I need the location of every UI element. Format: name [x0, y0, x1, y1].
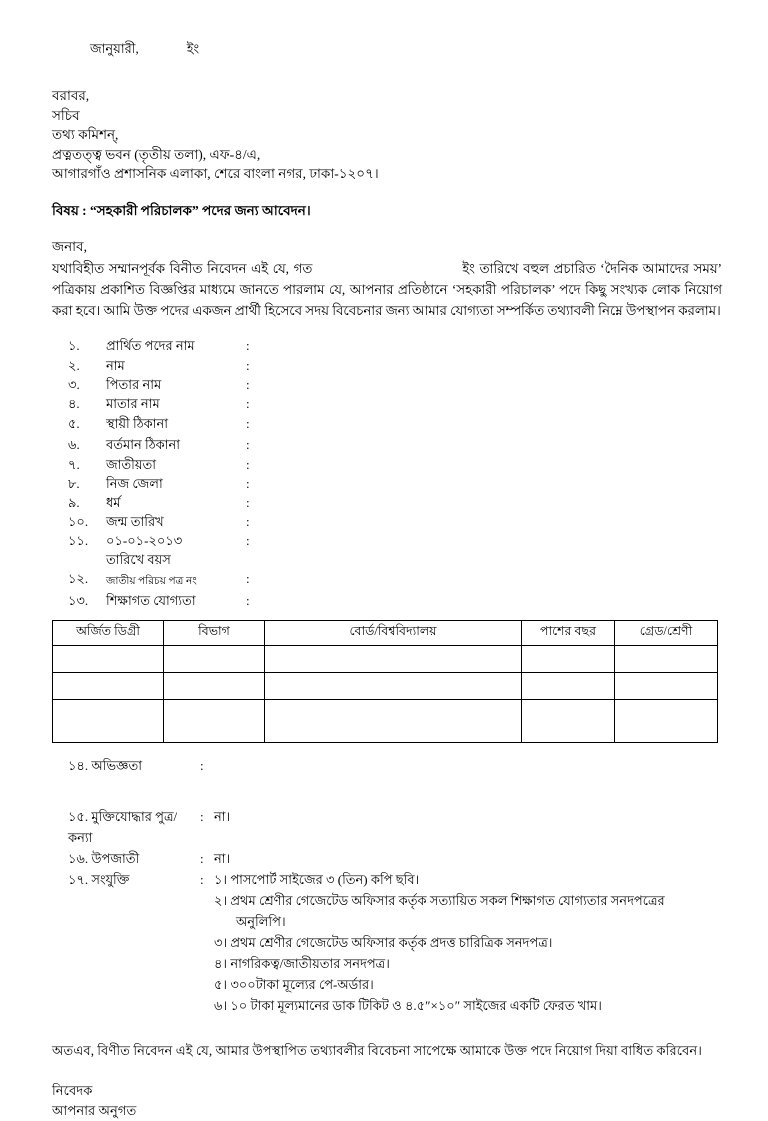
date-era: ইং	[186, 41, 200, 56]
table-cell-grade[interactable]	[615, 672, 718, 699]
table-cell-year[interactable]	[522, 645, 615, 672]
field-number: ১০.	[68, 513, 89, 529]
field-label-age-date: ০১-০১-২০১৩	[106, 532, 183, 548]
address-line-4: প্রত্নতত্ত্ব ভবন (তৃতীয় তলা), এফ-৪/এ,	[52, 146, 261, 162]
field-label-experience	[60, 755, 200, 776]
table-cell-department[interactable]	[164, 699, 265, 742]
list-item	[214, 932, 714, 953]
body-part-2: ইং তারিখে বহুল প্রচারিত ‘দৈনিক আমাদের সময়’ পত্রিকায় প্রকাশিত বিজ্ঞপ্তির মাধ্যমে জানতে পারলাম যে, আপনার প্রতিষ্ঠানে ‘সহকারী পরিচালক’ পদে কিছু সংখ্যক লোক নিয়োগ করা হবে। আমি উক্ত পদের একজন প্রার্থী হিসেবে সদয় বিবেচনার জন্য আমার যোগ্যতা সম্পর্কিত তথ্যাবলী নিম্নে উপস্থাপন করলাম।	[52, 260, 722, 318]
field-row	[60, 356, 724, 375]
attachment-text: ৩। প্রথম শ্রেণীর গেজেটেড অফিসার কর্তৃক প্রদত্ত চারিত্রিক সনদপত্র।	[214, 934, 553, 950]
table-cell-grade[interactable]	[615, 645, 718, 672]
education-table	[52, 620, 718, 743]
closing-paragraph: অতএব, বিণীত নিবেদন এই যে, আমার উপস্থাপিত তথ্যাবলীর বিবেচনা সাপেক্ষে আমাকে উক্ত পদে নিয়োগ দিয়া বাধিত করিবেন।	[52, 1042, 702, 1058]
field-row	[60, 394, 724, 413]
field-number: ৫.	[68, 415, 80, 431]
field-row-attachments	[60, 869, 724, 1016]
field-colon: :	[246, 475, 250, 491]
field-row	[60, 512, 724, 531]
field-value-freedom-fighter: না।	[214, 808, 231, 824]
recipient-address	[52, 86, 724, 184]
field-number: ৭.	[68, 456, 80, 472]
field-label-nid: জাতীয় পরিচয় পত্র নং	[106, 575, 197, 587]
field-label-tribal: ১৬. উপজাতী	[68, 850, 140, 866]
signoff-line-1: নিবেদক	[52, 1082, 93, 1098]
field-label: প্রার্থিত পদের নাম	[106, 337, 195, 353]
table-cell-board[interactable]	[265, 645, 522, 672]
date-line	[52, 40, 724, 58]
body-paragraph	[52, 258, 722, 321]
field-label-education: শিক্ষাগত যোগ্যতা	[106, 592, 196, 608]
salutation: জনাব,	[52, 238, 87, 254]
address-line-1: বরাবর,	[52, 88, 90, 103]
signoff-line-2: আপনার অনুগত	[52, 1102, 137, 1118]
field-colon: :	[246, 436, 250, 452]
field-number: ৩.	[68, 376, 80, 392]
field-colon: :	[246, 592, 250, 608]
field-colon: :	[246, 456, 250, 472]
field-label: জন্ম তারিখ	[106, 513, 164, 529]
list-item	[214, 953, 714, 974]
list-item	[214, 890, 714, 932]
table-cell-degree[interactable]	[53, 699, 164, 742]
field-number: ৮.	[68, 475, 80, 491]
table-cell-board[interactable]	[265, 699, 522, 742]
field-value-tribal: না।	[214, 850, 231, 866]
list-item	[214, 974, 714, 995]
field-colon: :	[246, 513, 250, 529]
field-age-second-line	[60, 550, 724, 569]
attachment-text-continued: অনুলিপি।	[236, 913, 286, 929]
table-cell-year[interactable]	[522, 672, 615, 699]
field-colon: :	[246, 532, 250, 548]
field-colon: :	[246, 395, 250, 411]
field-colon: :	[246, 337, 250, 353]
field-number: ১.	[68, 337, 80, 353]
field-row	[60, 413, 724, 434]
table-header-board: বোর্ড/বিশ্ববিদ্যালয়	[265, 620, 522, 645]
body-part-1: যথাবিহীত সম্মানপূর্বক বিনীত নিবেদন এই যে, গত	[52, 260, 313, 276]
table-row	[53, 672, 718, 699]
field-row-education	[60, 591, 724, 610]
table-header-degree: অর্জিত ডিগ্রী	[53, 620, 164, 645]
lower-fields	[60, 755, 724, 1016]
field-number: ৬.	[68, 436, 80, 452]
attachment-text: ৫। ৩০০টাকা মূল্যের পে-অর্ডার।	[214, 976, 374, 992]
field-colon: :	[246, 570, 250, 586]
field-label: স্থায়ী ঠিকানা	[106, 415, 169, 431]
attachment-text: ১। পাসপোর্ট সাইজের ৩ (তিন) কপি ছবি।	[214, 871, 420, 887]
field-number: ১২.	[68, 570, 89, 586]
field-label: জাতীয়তা	[106, 456, 157, 472]
field-label: মাতার নাম	[106, 395, 160, 411]
table-header-row	[53, 620, 718, 645]
field-label-age-text: তারিখে বয়স	[106, 551, 171, 567]
attachment-text: ২। প্রথম শ্রেণীর গেজেটেড অফিসার কর্তৃক সত্যায়িত সকল শিক্ষাগত যোগ্যতার সনদপত্রের	[214, 892, 665, 908]
table-header-department: বিভাগ	[164, 620, 265, 645]
field-colon: :	[246, 415, 250, 431]
field-row	[60, 493, 724, 512]
table-cell-degree[interactable]	[53, 645, 164, 672]
experience-space	[60, 776, 724, 806]
field-label: বর্তমান ঠিকানা	[106, 436, 181, 452]
field-label: ধর্ম	[106, 494, 121, 510]
field-label: নাম	[106, 357, 125, 373]
field-row-age	[60, 531, 724, 550]
field-colon: :	[200, 808, 204, 824]
field-row-tribal	[60, 848, 724, 869]
field-label: পিতার নাম	[106, 376, 162, 392]
address-line-5: আগারগাঁও প্রশাসনিক এলাকা, শেরে বাংলা নগর, ঢাকা-১২০৭।	[52, 166, 379, 181]
date-month: জানুয়ারী,	[90, 41, 139, 56]
attachment-text: ৬। ১০ টাকা মূল্যমানের ডাক টিকিট ও ৪.৫″×১০″ সাইজের একটি ফেরত খাম।	[214, 997, 602, 1013]
field-label: নিজ জেলা	[106, 475, 163, 491]
attachment-list	[214, 869, 724, 1016]
field-row-freedom-fighter	[60, 806, 724, 848]
table-cell-department[interactable]	[164, 672, 265, 699]
field-colon: :	[200, 871, 204, 887]
signoff-block	[52, 1081, 724, 1121]
attachment-text: ৪। নাগরিকত্ব/জাতীয়তার সনদপত্র।	[214, 955, 390, 971]
table-cell-grade[interactable]	[615, 699, 718, 742]
applicant-fields	[60, 335, 724, 610]
table-row	[53, 645, 718, 672]
field-number: ৪.	[68, 395, 80, 411]
field-colon: :	[200, 850, 204, 866]
field-row	[60, 474, 724, 493]
field-row-nid	[60, 569, 724, 591]
table-header-year: পাশের বছর	[522, 620, 615, 645]
table-header-grade: গ্রেড/শ্রেণী	[615, 620, 718, 645]
field-number: ১৪.	[68, 757, 89, 773]
field-number: ১৩.	[68, 592, 89, 608]
field-number: ২.	[68, 357, 80, 373]
table-row	[53, 699, 718, 742]
table-cell-degree[interactable]	[53, 672, 164, 699]
table-cell-board[interactable]	[265, 672, 522, 699]
field-colon: :	[200, 757, 204, 773]
field-row	[60, 455, 724, 474]
document-body	[52, 0, 724, 1121]
field-row-experience	[60, 755, 724, 776]
subject-line: বিষয় : “সহকারী পরিচালক” পদের জন্য আবেদন।	[52, 202, 311, 218]
field-number: ৯.	[68, 494, 80, 510]
field-label-attachments: ১৭. সংযুক্তি	[68, 871, 130, 887]
field-colon: :	[246, 376, 250, 392]
list-item	[214, 995, 714, 1016]
field-row	[60, 434, 724, 455]
field-row	[60, 375, 724, 394]
field-label-freedom-fighter: ১৫. মুক্তিযোদ্ধার পুত্র/কন্যা	[68, 808, 178, 845]
field-colon: :	[246, 357, 250, 373]
address-line-3: তথ্য কমিশন্‌,	[52, 127, 119, 142]
field-number: ১১.	[68, 532, 89, 548]
field-label-text: অভিজ্ঞতা	[91, 757, 143, 773]
address-line-2: সচিব	[52, 107, 80, 123]
field-row	[60, 335, 724, 356]
list-item	[214, 869, 714, 890]
table-cell-year[interactable]	[522, 699, 615, 742]
field-colon: :	[246, 494, 250, 510]
table-cell-department[interactable]	[164, 645, 265, 672]
